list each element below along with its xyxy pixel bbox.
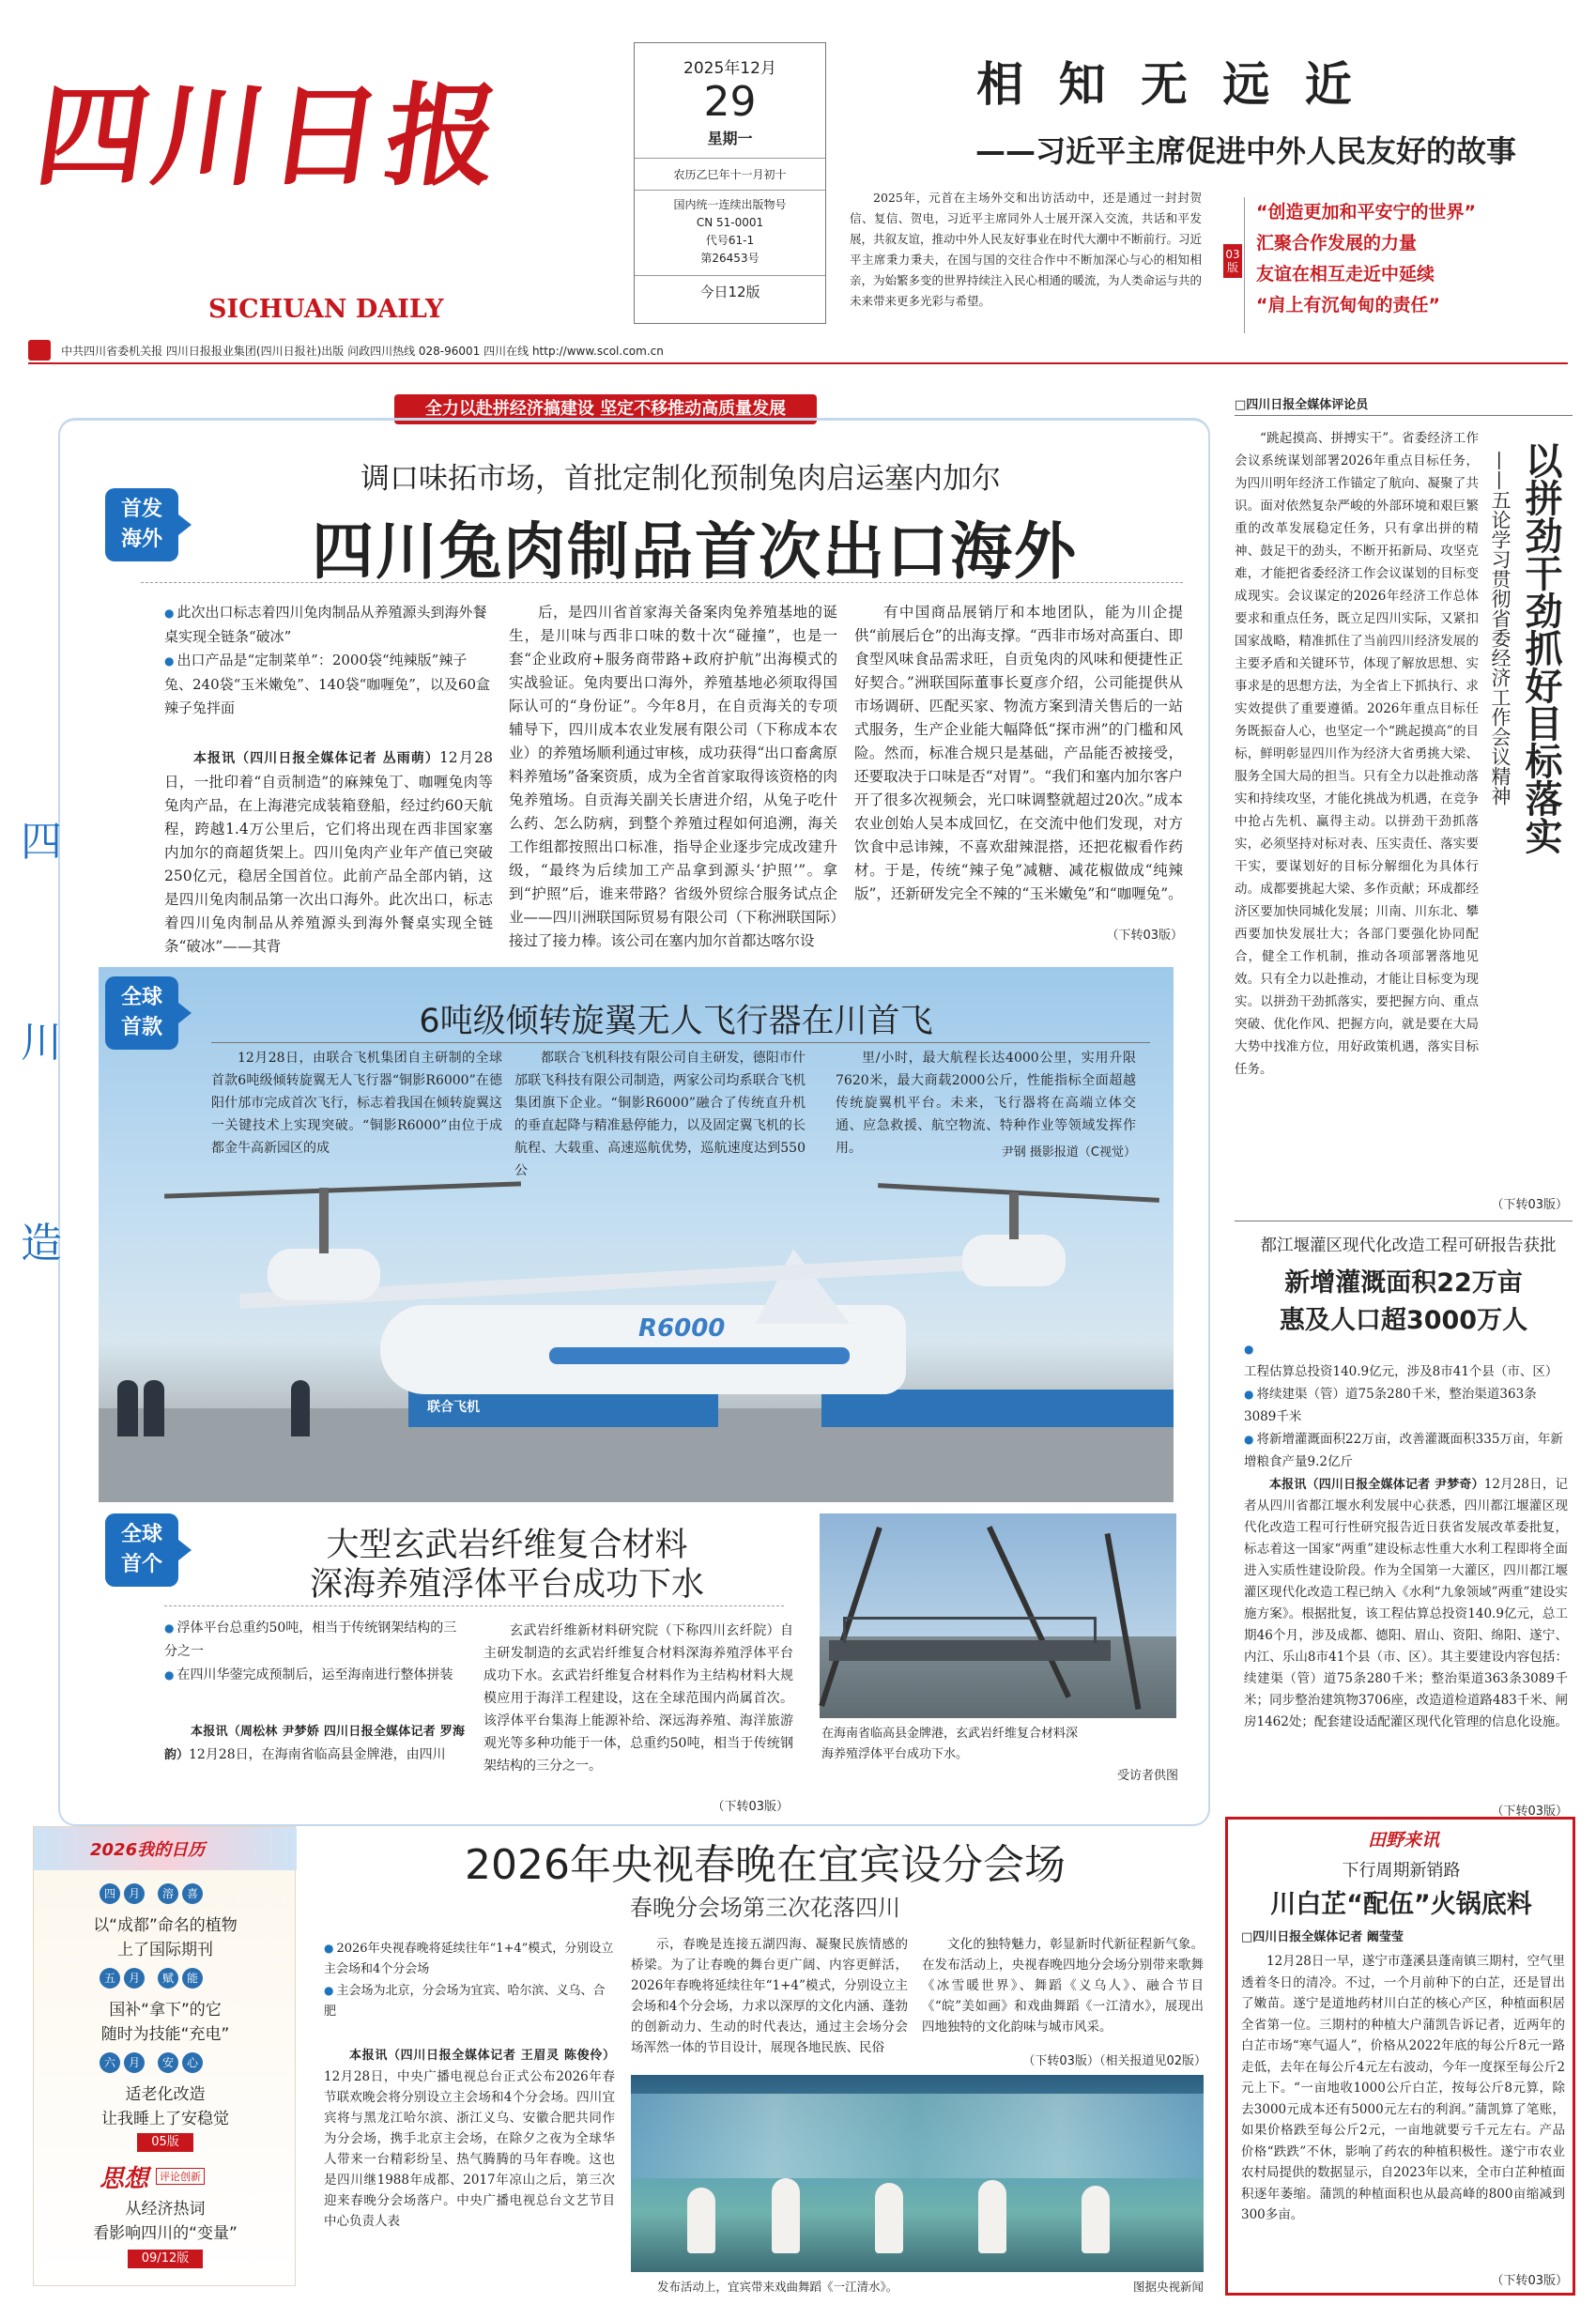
- commentary-body-text: “跳起摸高、拼搏实干”。省委经济工作会议系统谋划部署2026年重点目标任务，为四川明年经济工作锚定了航向、凝聚了共识。面对依然复杂严峻的外部环境和艰巨繁重的改革发展稳定任务，只有拿出拼的精神、鼓足干的劲头，不断开拓新局、攻坚克难，才能把省委经济工作会议谋划的目标变成现实。会议谋定的2026年经济工作总体要求和重点任务，既立足四川实际，又紧扣国家战略，精准抓住了当前四川经济发展的主要矛盾和关键环节，体现了解放思想、实事求是的思想方法，为全省上下抓执行、求实效提供了重要遵循。2026年重点目标任务既振奋人心，也坚定一个“跳起摸高”的目标，鲜明彰显四川作为经济大省勇挑大梁、服务全国大局的担当。只有全力以赴推动落实和持续攻坚，才能化挑战为机遇，在竞争中抢占先机、赢得主动。以拼劲干劲抓落实，必须坚持对标对表、压实责任、落实要干实，要谋划好的目标分解细化为具体行动。成都要挑起大梁、多作贡献；环成都经济区要加快同城化发展；川南、川东北、攀西要加快发展壮大；各部门要强化协同配合，健全工作机制，推动各项部署落地见效。只有全力以赴推动，才能让目标变为现实。以拼劲干劲抓落实，要把握方向、重点突破、优化作风、把握方向，就是要在大局大势中找准方位，用好政策机遇，落实目标任务。: [1235, 431, 1479, 1077]
- logo-text: 四川日报: [28, 70, 513, 201]
- basalt-bullet-2: ● 在四川华蓥完成预制后，运至海南进行整体拼装: [164, 1664, 465, 1687]
- tag-1b: 月: [124, 1883, 145, 1904]
- lead-col1: [164, 746, 494, 955]
- plane-label: R6000: [638, 1314, 726, 1343]
- basalt-col2-text: 玄武岩纤维新材料研究院（下称四川玄纤院）自主研发制造的玄武岩纤维复合材料深海养殖浮体平台成功下水。玄武岩纤维复合材料作为主结构材料大规模应用于海洋工程建设，这在全球范围内尚属首次。该浮体平台集海上能源补给、深远海养殖、海洋旅游观光等多种功能于一体，总重约50吨，相当于传统钢架结构的三分之一。: [483, 1623, 793, 1774]
- calendar-item-1-line2[interactable]: 上了国际期刊: [117, 1941, 213, 1959]
- calendar-item-2-line1[interactable]: 国补“拿下”的它: [109, 2001, 222, 2020]
- commentary-next[interactable]: （下转03版）: [1491, 1198, 1568, 1212]
- calendar-page-tag[interactable]: 05版: [137, 2133, 193, 2152]
- lead-col1-text: 12月28日，一批印着“自贡制造”的麻辣兔丁、咖喱兔肉等兔肉产品，在上海港完成装箱登船，经过约60天航程，跨越1.4万公里后，它们将出现在西非国家塞内加尔的商超货架上。四川兔肉产业年产值已突破250亿元，稳居全国首位。此前产品全部内销，这是四川兔肉制品第一次出口海外。此次出口，标志着四川兔肉制品从养殖源头到海外餐桌实现全链条“破冰”——其背: [164, 749, 494, 955]
- stage-scenery: [631, 2094, 1204, 2178]
- side-label: [21, 807, 62, 1269]
- irrigation-bullets: [1244, 1338, 1568, 1473]
- irrigation-body: [1244, 1474, 1568, 1798]
- gala-title: 2026年央视春晚在宜宾设分会场: [465, 1841, 1066, 1889]
- field-body: [1241, 1951, 1565, 2266]
- basalt-badge-line2: 首个: [120, 1553, 162, 1576]
- irrigation-bullet-1: ● 工程估算总投资140.9亿元，涉及8市41个县（市、区）: [1244, 1338, 1568, 1383]
- lead-bullet-2: ● 出口产品是“定制菜单”：2000袋“纯辣版”辣子兔、240袋“玉米嫩兔”、140袋“咖喱兔”，以及60盒辣子兔拌面: [164, 649, 493, 720]
- basalt-next[interactable]: （下转03版）: [712, 1800, 789, 1814]
- date-day: 29: [703, 78, 757, 126]
- lead-headline: 四川兔肉制品首次出口海外: [312, 515, 1078, 588]
- basalt-photo: [820, 1513, 1176, 1718]
- calendar-item-3-line2[interactable]: 让我睡上了安稳觉: [101, 2110, 229, 2128]
- masthead-logo: [28, 56, 591, 324]
- basalt-title-1: 大型玄武岩纤维复合材料: [326, 1527, 688, 1564]
- aircraft-credit: 尹钢 摄影报道（C视觉）: [1001, 1145, 1136, 1160]
- lead-badge: [105, 488, 178, 561]
- commentary-title: 以拼劲干劲抓好目标落实: [1519, 441, 1562, 854]
- gala-subtitle: 春晚分会场第三次花落四川: [630, 1895, 900, 1921]
- top-story-subtitle: ——习近平主席促进中外人民友好的故事: [974, 133, 1516, 169]
- lead-divider: [141, 582, 1183, 583]
- masthead-bar-text: 中共四川省委机关报 四川日报报业集团(四川日报社)出版 问政四川热线 028-96001 四川在线 http://www.scol.com.cn: [61, 344, 664, 358]
- aircraft-text-divider: [211, 1042, 1150, 1043]
- aircraft-col2-text: 都联合飞机科技有限公司自主研发，德阳市什邡联飞科技有限公司制造，两家公司均系联合飞机集团旗下企业。“铜影R6000”融合了传统直升机的垂直起降与精准悬停能力，以及固定翼飞机的长航程、大载重、高速巡航优势，巡航速度达到550公: [514, 1051, 806, 1178]
- top-story-links: [1244, 197, 1526, 333]
- masthead-bar: [28, 340, 1568, 364]
- irrigation-body-text: 12月28日，记者从四川省都江堰水利发展中心获悉，四川都江堰灌区现代化改造工程可行性研究报告近日获省发展改革委批复，标志着这一国家“两重”建设标志性重大水利工程即将全面进入实质性建设阶段。作为全国第一大灌区，四川都江堰灌区现代化改造工程已纳入《水利“九象领域”两重”建设实施方案》。根据批复，该工程估算总投资140.9亿元，总工期46个月，涉及成都、德阳、眉山、资阳、绵阳、遂宁、内江、乐山8市41个县（市、区）。其主要建设内容包括：续建渠（管）道75条280千米；整治渠道363条3089千米；同步整治建筑物3706座，改造道检道路483千米、闸房1462处；配套建设适配灌区现代化管理的信息化设施。: [1244, 1477, 1568, 1729]
- lead-kicker: 调口味拓市场，首批定制化预制兔肉启运塞内加尔: [361, 462, 1001, 496]
- tag-3a: 六: [100, 2052, 120, 2073]
- tag-2d: 能: [182, 1968, 203, 1989]
- tag-1a: 四: [100, 1883, 120, 1904]
- top-story-body: 2025年，元首在主场外交和出访活动中，还是通过一封封贺信、复信、贺电，习近平主席同外人士展开深入交流，共话和平发展，共叙友谊，推动中外人民友好事业在时代大潮中不断前行。习近平主席秉力秉夫，在国与国的交往合作中不断加深心与心的相知相亲，为始繁多变的世界持续注入民心相通的暖流，为人类命运与共的未来带来更多光彩与希望。: [850, 191, 1203, 308]
- field-body-text: 12月28日一早，遂宁市蓬溪县蓬南镇三期村，空气里透着冬日的清冷。不过，一个月前种下的白芷，还是冒出了嫩苗。遂宁是道地药材川白芷的核心产区，种植面积居全省第一位。三期村的种植大户蒲凯告诉记者，近两年的白芷市场“寒气逼人”，价格从2022年底的每公斤8元一路走低，去年在每公斤4元左右波动，今年一度探至每公斤2元上下。“一亩地收1000公斤白芷，按每公斤8元算，除去3000元成本还有5000元左右的利润。”蒲凯算了笔账，如果价格跌至每公斤2元，一亩地就要亏千元左右。产品价格“跌跌”不休，影响了药农的种植积极性。遂宁市农业农村局提供的数据显示，自2023年以来，全市白芷种植面积逐年萎缩。蒲凯的种植面积也从最高峰的800亩缩减到300多亩。: [1241, 1954, 1565, 2222]
- field-title: 川白芷“配伍”火锅底料: [1270, 1890, 1532, 1919]
- aircraft-badge-line2: 首款: [120, 1016, 162, 1039]
- gala-bullets: [324, 1938, 615, 2022]
- lead-bullet-1: ● 此次出口标志着四川兔肉制品从养殖源头到海外餐桌实现全链条“破冰”: [164, 601, 493, 649]
- calendar-tags-1: [100, 1883, 203, 1904]
- logo-en: SICHUAN DAILY: [208, 295, 444, 324]
- commentary-header-text: 四川日报全媒体评论员: [1246, 398, 1369, 412]
- basalt-photo-credit: 受访者供图: [1116, 1769, 1178, 1783]
- lead-col2: [509, 601, 837, 948]
- basalt-divider: [164, 1605, 784, 1606]
- dancer-2: [772, 2178, 800, 2253]
- press-logo-icon: [28, 340, 51, 361]
- gala-col3: [922, 1934, 1204, 2047]
- pub-info-4: 第26453号: [700, 252, 760, 265]
- commentary-header-rule: [1235, 415, 1573, 416]
- tail-fin: [756, 1249, 850, 1324]
- irrigation-title-1: 新增灌溉面积22万亩: [1284, 1268, 1523, 1298]
- page-count: 今日12版: [699, 284, 760, 300]
- fuselage-stripe: [549, 1347, 850, 1364]
- field-tag: 田野来讯: [1367, 1830, 1439, 1851]
- basalt-col2: [483, 1620, 793, 1807]
- platform-frame: [843, 1617, 1097, 1643]
- commentary-header: □四川日报全媒体评论员: [1235, 398, 1369, 412]
- gala-col3-text: 文化的独特魅力，彰显新时代新征程新气象。在发布活动上，央视春晚四地分会场分别带来歌舞《冰雪暖世界》、舞蹈《义乌人》、融合节目《“皖”美如画》和戏曲舞蹈《一江清水》，展现出四地独特的文化韵味与城市风采。: [922, 1937, 1204, 2035]
- crane-2: [987, 1526, 1071, 1698]
- brand-label: 联合飞机: [427, 1400, 480, 1415]
- side-label-2: 川: [21, 1019, 62, 1067]
- date-year-month: 2025年12月: [683, 59, 776, 78]
- tag-2a: 五: [100, 1968, 120, 1989]
- pub-info-1: 国内统一连续出版物号: [673, 198, 787, 211]
- field-next[interactable]: （下转03版）: [1491, 2274, 1568, 2288]
- lead-banner: 全力以赴拼经济搞建设 坚定不移推动高质量发展: [394, 394, 817, 424]
- pub-info-3: 代号61-1: [705, 234, 755, 247]
- tag-2b: 月: [124, 1968, 145, 1989]
- calendar-item-2-line2[interactable]: 随时为技能“充电”: [100, 2025, 230, 2044]
- top-story-link-4[interactable]: “肩上有沉甸甸的责任”: [1256, 295, 1440, 315]
- basalt-badge: [105, 1513, 178, 1587]
- gala-caption: 发布活动上，宜宾带来戏曲舞蹈《一江清水》。: [657, 2280, 898, 2294]
- aircraft-col1: [211, 1047, 502, 1169]
- engine-right: [962, 1235, 1066, 1286]
- tag-3b: 月: [124, 2052, 145, 2073]
- calendar-item-3-line1[interactable]: 适老化改造: [125, 2085, 206, 2104]
- top-story-title: 相 知 无 远 近: [976, 57, 1361, 112]
- lead-col3-text: 有中国商品展销厅和本地团队，能为川企提供“前展后仓”的出海支撑。“西非市场对高蛋白、即食型风味食品需求旺，自贡兔肉的风味和便捷性正好契合。”洲联国际董事长夏彦介绍，公司能提供从市场调研、匹配买家、物流方案到清关售后的一站式服务，生产企业能大幅降低“探市洲”的门槛和风险。然而，标准合规只是基础，产品能否被接受，还要取决于口味是否“对胃”。“我们和塞内加尔客户开了很多次视频会，光口味调整就超过20次。”成本农业创始人吴本成回忆，在交流中他们发现，对方饮食中忌讳辣，不喜欢甜辣混搭，还把花椒看作药材。于是，传统“辣子兔”减糖、减花椒做成“纯辣版”，还新研发完全不辣的“玉米嫩兔”和“咖喱兔”。: [854, 604, 1183, 902]
- aircraft-title: 6吨级倾转旋翼无人飞行器在川首飞: [419, 1003, 933, 1040]
- irrigation-bullet-3: ● 将新增灌溉面积22万亩，改善灌溉面积335万亩，年新增粮食产量9.2亿斤: [1244, 1428, 1568, 1473]
- rotor-right: [878, 1183, 1159, 1203]
- gala-bullet-1: ● 2026年央视春晚将延续往年“1+4”模式，分别设立主会场和4个分会场: [324, 1938, 615, 1980]
- lunar-date: 农历乙巳年十一月初十: [673, 168, 787, 181]
- lead-badge-line2: 海外: [120, 528, 162, 551]
- banner-right: [821, 1390, 1174, 1427]
- irrigation-bullet-2: ● 将续建渠（管）道75条280千米，整治渠道363条3089千米: [1244, 1383, 1568, 1428]
- tag-1d: 喜: [182, 1883, 203, 1904]
- tag-3c: 安: [158, 2052, 178, 2073]
- dancer-1: [687, 2188, 715, 2253]
- basalt-byline: 本报讯（周松林 尹梦娇 四川日报全媒体记者 罗海韵）: [164, 1725, 465, 1762]
- top-story: [850, 47, 1573, 338]
- gala-bullet-2: ● 主会场为北京，分会场为宜宾、哈尔滨、义乌、合肥: [324, 1980, 615, 2022]
- top-story-link-1[interactable]: “创造更加和平安宁的世界”: [1256, 202, 1476, 223]
- lead-byline: 本报讯（四川日报全媒体记者 丛雨萌）: [193, 751, 439, 766]
- thought-label: 思想: [100, 2165, 149, 2193]
- person-2: [144, 1380, 164, 1436]
- dancer-4: [978, 2180, 1006, 2253]
- lead-bullets: [164, 601, 493, 720]
- aircraft-col2: [514, 1047, 806, 1178]
- aircraft-col3-text: 里/小时，最大航程长达4000公里，实用升限7620米，最大商载2000公斤，性能指标全面超越传统旋翼机平台。未来，飞行器将在高端立体交通、应急救援、航空物流、特种作业等领域发挥作用。: [836, 1051, 1136, 1156]
- thought-line-1[interactable]: 从经济热词: [125, 2200, 206, 2219]
- field-kicker: 下行周期新销路: [1342, 1861, 1461, 1881]
- thought-page-tag[interactable]: 09/12版: [128, 2250, 203, 2268]
- irrigation-kicker: 都江堰灌区现代化改造工程可研报告获批: [1260, 1236, 1557, 1255]
- irrigation-next[interactable]: （下转03版）: [1491, 1805, 1568, 1819]
- rotor-mast-left: [319, 1188, 329, 1253]
- platform-structure: [829, 1640, 1111, 1661]
- gala-col2-text: 示，春晚是连接五湖四海、凝聚民族情感的桥梁。为了让春晚的舞台更广阔、内容更鲜活，2026年春晚将延续往年“1+4”模式，分别设立主会场和4个分会场，力求以深厚的文化内涵、蓬勃的创新动力、生动的时代表达，通过主会场分会场浑然一体的节目设计，展现各地民族、民俗: [631, 1937, 908, 2055]
- top-story-link-3[interactable]: 友谊在相互走近中延续: [1256, 264, 1435, 284]
- tag-1c: 溶: [158, 1883, 178, 1904]
- top-story-link-2[interactable]: 汇聚合作发展的力量: [1256, 233, 1418, 253]
- lead-next[interactable]: （下转03版）: [1106, 929, 1183, 943]
- rotor-left: [164, 1181, 521, 1198]
- person-1: [117, 1380, 138, 1436]
- irrigation-title-2: 惠及人口超3000万人: [1279, 1306, 1528, 1335]
- calendar-item-1-line1[interactable]: 以“成都”命名的植物: [93, 1916, 238, 1935]
- side-label-3: 造: [21, 1220, 62, 1267]
- thought-line-2[interactable]: 看影响四川的“变量”: [93, 2224, 238, 2243]
- gala-credit: 图据央视新闻: [1132, 2280, 1204, 2294]
- engine-left: [268, 1249, 380, 1300]
- gala-col1: [324, 2045, 615, 2294]
- tag-3d: 心: [182, 2052, 203, 2073]
- weekday: 星期一: [707, 130, 753, 147]
- lead-col3: [854, 601, 1183, 929]
- person-3: [291, 1380, 310, 1436]
- commentary-body: [1235, 427, 1479, 1197]
- gala-byline: 本报讯（四川日报全媒体记者 王眉灵 陈俊伶）: [349, 2049, 615, 2063]
- basalt-caption: 在海南省临高县金牌港，玄武岩纤维复合材料深海养殖浮体平台成功下水。: [821, 1727, 1079, 1761]
- lead-badge-line1: 首发: [120, 498, 162, 521]
- basalt-title-2: 深海养殖浮体平台成功下水: [309, 1566, 704, 1604]
- top-story-page-tag[interactable]: 03版: [1223, 244, 1242, 278]
- gala-col1-text: 12月28日，中央广播电视总台正式公布2026年春节联欢晚会将分别设立主会场和4个分会场。四川宜宾将与黑龙江哈尔滨、浙江义乌、安徽合肥共同作为分会场，携手北京主会场，在除夕之夜为全球华人带来一台精彩纷呈、热气腾腾的马年春晚。这也是四川继1988年成都、2017年凉山之后，第三次迎来春晚分会场落户。中央广播电视总台文艺节目中心负责人表: [324, 2069, 615, 2229]
- basalt-bullet-1: ● 浮体平台总重约50吨，相当于传统钢架结构的三分之一: [164, 1617, 465, 1664]
- dancer-3: [875, 2183, 903, 2253]
- calendar-box: [33, 1826, 296, 2286]
- lead-col2-text: 后，是四川省首家海关备案肉兔养殖基地的诞生，是川味与西非口味的数十次“碰撞”，也是一套“企业政府+服务商带路+政府护航”出海模式的实战验证。兔肉要出口海外，养殖基地必须取得国际认可的“身份证”。今年8月，在自贡海关的专项辅导下，四川成本农业发展有限公司（下称成本农业）的养殖场顺利通过审核，成功获得“出口畜禽原料养殖场”备案资质，成为全省首家取得该资格的肉兔养殖场。自贡海关副关长唐进介绍，从兔子吃什么药、怎么防病，到整个养殖过程如何追溯，海关工作组都按照出口标准，指导企业逐步完成改建升级，“最终为后续加工产品拿到源头‘护照’”。拿到“护照”后，谁来带路？省级外贸综合服务试点企业——四川洲联国际贸易有限公司（下称洲联国际）接过了接力棒。该公司在塞内加尔首都达喀尔设: [509, 604, 837, 949]
- field-byline: □四川日报全媒体记者 阚莹莹: [1241, 1930, 1404, 1944]
- basalt-col1-text: 12月28日，在海南省临高县金牌港，由四川: [189, 1747, 446, 1762]
- dancer-5: [1082, 2186, 1110, 2253]
- irrigation-byline: 本报讯（四川日报全媒体记者 尹梦奇）: [1269, 1478, 1484, 1492]
- aircraft-badge-line1: 全球: [120, 986, 162, 1009]
- rotor-mast-right: [1009, 1192, 1019, 1239]
- gala-next[interactable]: （下转03版）（相关报道见02版）: [1022, 2054, 1206, 2068]
- calendar-title: 2026我的日历: [90, 1840, 206, 1860]
- crane-3: [1105, 1533, 1142, 1710]
- side-label-1: 四: [21, 818, 62, 866]
- calendar-tags-3: [100, 2052, 203, 2073]
- gala-photo: [631, 2075, 1204, 2272]
- commentary-subtitle: ——五论学习贯彻省委经济工作会议精神: [1489, 451, 1512, 806]
- basalt-badge-line1: 全球: [120, 1523, 162, 1546]
- basalt-bullets: [164, 1617, 465, 1687]
- calendar-tags-2: [100, 1968, 203, 1989]
- field-byline-text: 四川日报全媒体记者 阚莹莹: [1252, 1930, 1404, 1944]
- pub-info-2: CN 51-0001: [696, 216, 764, 229]
- basalt-col1: [164, 1720, 465, 1819]
- aircraft-badge: [105, 976, 178, 1050]
- thought-tag: 评论创新: [156, 2168, 205, 2185]
- aircraft-col1-text: 12月28日，由联合飞机集团自主研制的全球首款6吨级倾转旋翼无人飞行器“铜影R6000”在德阳什邡市完成首次飞行，标志着我国在倾转旋翼这一关键技术上实现突破。“铜影R6000”由位于成都金牛高新园区的成: [211, 1051, 502, 1156]
- tag-2c: 赋: [158, 1968, 178, 1989]
